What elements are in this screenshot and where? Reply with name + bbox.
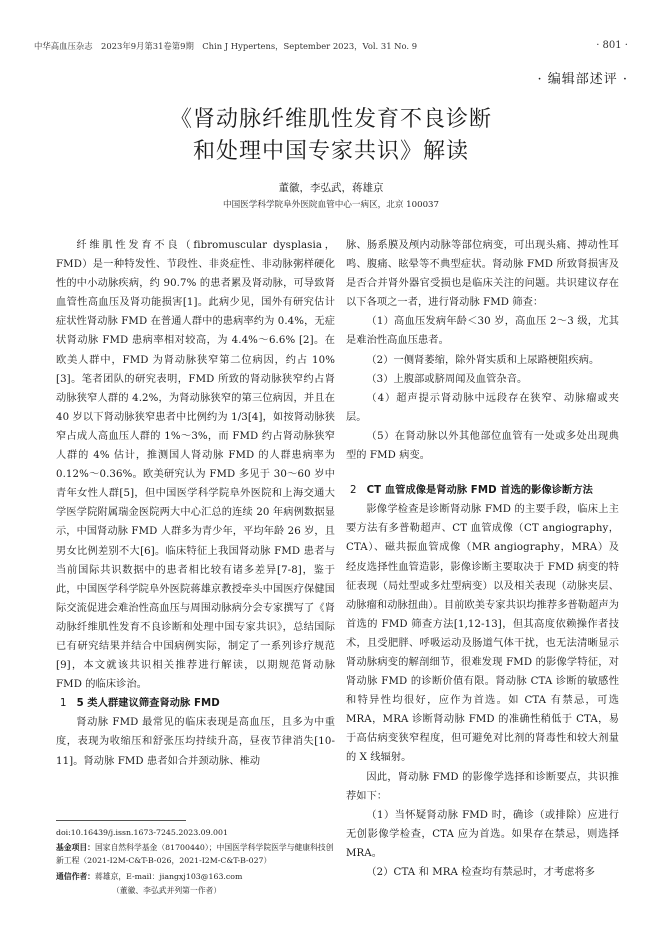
section-2-heading (346, 481, 619, 500)
title-line-1: 《肾动脉纤维肌性发育不良诊断 (169, 107, 492, 132)
screen-item-3: （3）上腹部或脐周闻及血管杂音。 (366, 373, 528, 385)
running-header-text: 中华高血压杂志 2023年9月第31卷第9期 Chin J Hypertens，September 2023，Vol. 31 No. 9 (34, 41, 418, 51)
section-1-number: 1 (60, 698, 67, 710)
title-line-2: 和处理中国专家共识》解读 (192, 139, 469, 164)
corresponding-author (56, 870, 338, 883)
screen-item-4: （4）超声提示肾动脉中远段存在狭窄、动脉瘤或夹层。 (346, 392, 619, 423)
section-2-paragraph-2: 因此，肾动脉 FMD 的影像学选择和诊断要点，共识推荐如下： (346, 771, 619, 802)
fund-footnote (56, 841, 338, 867)
article-title (0, 104, 662, 168)
section-2-number: 2 (350, 485, 357, 497)
authors: 董徽，李弘武，蒋雄京 (278, 182, 384, 194)
screen-item-1: （1）高血压发病年龄＜30 岁，高血压 2～3 级，尤其是难治性高血压患者。 (346, 316, 619, 347)
section-1-paragraph: 肾动脉 FMD 最常见的临床表现是高血压，且多为中重度，表现为收缩压和舒张压均持续升高，昼夜节律消失[10-11]。肾动脉 FMD 患者如合并颈动脉、椎动 (56, 717, 335, 767)
screen-item-5: （5）在肾动脉以外其他部位血管有一处或多处出现典型的 FMD 病变。 (346, 430, 619, 462)
right-column (346, 236, 619, 882)
recommendation-2: （2）CTA 和 MRA 检查均有禁忌时，才考虑将多 (366, 867, 596, 878)
intro-paragraph: 纤维肌性发育不良（fibromuscular dysplasia，FMD）是一种特发性、节段性、非炎症性、非动脉粥样硬化性的中小动脉疾病，约 90.7% 的患者累及肾动脉，可导致肾血管性高血压及肾功能损害[1]。此病少见，国外有研究估计症状性肾动脉 FMD 在普通人群中的患病率约为 0.4%，无症状肾动脉 FMD 患病率相对较高，为 4.4%～6.6% [2]。在欧美人群中，FMD 为肾动脉狭窄第二位病因，约占 10% [3]。笔者团队的研究表明，FMD 所致的肾动脉狭窄约占肾动脉狭窄人群的 4.2%，为肾动脉狭窄的第三位病因，并且在 40 岁以下肾动脉狭窄患者中比例约为 1/3[4]，如按肾动脉狭窄占成人高血压人群的 1%～3%，而 FMD 约占肾动脉狭窄人群的 4% 估计，推测国人肾动脉 FMD 的人群患病率为 0.12%～0.36%。欧美研究认为 FMD 多见于 30～60 岁中青年女性人群[5]，但中国医学科学院阜外医院和上海交通大学医学院附属瑞金医院两大中心汇总的连续 20 年病例数据显示，中国肾动脉 FMD 人群多为青少年，平均年龄 26 岁，且男女比例差别不大[6]。临床特征上我国肾动脉 FMD 患者与当前国际共识数据中的患者相比较有诸多差异[7-8]，鉴于此，中国医学科学院阜外医院蒋雄京教授牵头中国医疗保健国际交流促进会难治性高血压与周围动脉病分会专家撰写了《肾动脉纤维肌性发育不良诊断和处理中国专家共识》，总结国际已有研究结果并结合中国病例实际，制定了一系列诊疗规范[9]，本文就该共识相关推荐进行解读，以期规范肾动脉 FMD 的临床诊治。 (56, 240, 335, 691)
affiliation: 中国医学科学院阜外医院血管中心一病区，北京 100037 (222, 200, 439, 210)
left-column (56, 236, 335, 771)
corr-text: 蒋雄京，E-mail：jiangxj103@163.com (94, 872, 243, 881)
section-1-title: 5 类人群建议筛查肾动脉 FMD (76, 698, 220, 710)
corr-label: 通信作者： (56, 872, 95, 881)
section-1-heading (56, 694, 335, 713)
running-header (34, 40, 628, 52)
doi-line: doi:10.16439/j.issn.1673-7245.2023.09.001 (56, 828, 228, 837)
fund-text: 国家自然科学基金（81700440）；中国医学科学院医学与健康科技创新工程（2021-I2M-C&T-B-026，2021-I2M-C&T-B-027） (56, 843, 334, 865)
continued-paragraph: 脉、肠系膜及颅内动脉等部位病变，可出现头痛、搏动性耳鸣、腹痛、眩晕等不典型症状。肾动脉 FMD 所致肾损害及是否合并肾外器官受损也是临床关注的问题。共识建议存在以下各项之一者，进行肾动脉 FMD 筛查： (346, 240, 619, 309)
section-2-paragraph: 影像学检查是诊断肾动脉 FMD 的主要手段，临床上主要方法有多普勒超声、CT 血管成像（CT angiography，CTA）、磁共振血管成像（MR angiography，MRA）及经皮选择性血管造影，影像诊断主要取决于 FMD 病变的特征表现（局灶型或多灶型病变）以及相关表现（动脉夹层、动脉瘤和动脉扭曲）。目前欧美专家共识均推荐多普勒超声为首选的 FMD 筛查方法[1,12-13]，但其高度依赖操作者技术，且受肥胖、呼吸运动及肠道气体干扰，也无法清晰显示肾动脉病变的解剖细节，很难发现 FMD 的影像学特征，对肾动脉 FMD 的诊断价值有限。肾动脉 CTA 诊断的敏感性和特异性均很好，应作为首选。如 CTA 有禁忌，可选 MRA，MRA 诊断肾动脉 FMD 的准确性稍低于 CTA，易于高估病变狭窄程度，但可避免对比剂的肾毒性和较大剂量的 X 线辐射。 (346, 504, 619, 764)
recommendation-1: （1）当怀疑肾动脉 FMD 时，确诊（或排除）应进行无创影像学检查，CTA 应为首选。如果存在禁忌，则选择 MRA。 (346, 809, 619, 859)
fund-label: 基金项目： (56, 843, 95, 852)
section-2-title: CT 血管成像是肾动脉 FMD 首选的影像诊断方法 (366, 485, 593, 497)
footnote-divider (56, 820, 186, 821)
equal-contribution-note: （董徽、李弘武并列第一作者） (112, 886, 222, 895)
page-number: · 801 · (596, 40, 628, 51)
screen-item-2: （2）一侧肾萎缩，除外肾实质和上尿路梗阻疾病。 (366, 354, 600, 366)
section-tag: · 编辑部述评 · (537, 72, 628, 87)
